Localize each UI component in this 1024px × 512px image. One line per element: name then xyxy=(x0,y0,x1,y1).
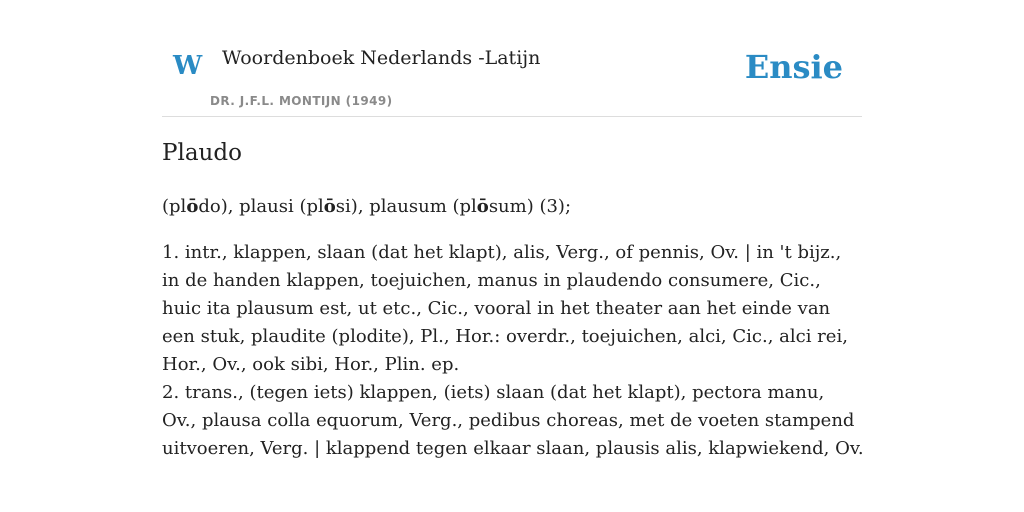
definition-2: 2. trans., (tegen iets) klappen, (iets) slaan (dat het klapt), pectora manu, Ov., plausa colla equorum, Verg., pedibus choreas, met de voeten stampend uitvoeren, Verg. | klappend tegen elkaar slaan, plausis alis, klapwiekend, Ov. xyxy=(162,382,864,459)
forms-long-vowel-3: ō xyxy=(476,196,489,217)
dictionary-author: DR. J.F.L. MONTIJN (1949) xyxy=(210,94,393,108)
forms-text-4: sum) (3); xyxy=(488,196,572,217)
forms-text-2: do), plausi (pl xyxy=(198,196,324,217)
dictionary-header xyxy=(162,0,862,117)
dictionary-logo[interactable]: W xyxy=(173,51,203,81)
dictionary-title[interactable]: Woordenboek Nederlands -Latijn xyxy=(222,47,541,69)
entry-forms xyxy=(162,193,571,221)
definition-1: 1. intr., klappen, slaan (dat het klapt), alis, Verg., of pennis, Ov. | in 't bijz., in de handen klappen, toejuichen, manus in plaudendo consumere, Cic., huic ita plausum est, ut etc., Cic., vooral in het theater aan het einde van een stuk, plaudite (plodite), Pl., Hor.: overdr., toejuichen, alci, Cic., alci rei, Hor., Ov., ook sibi, Hor., Plin. ep. xyxy=(162,242,848,375)
entry-title: Plaudo xyxy=(162,140,242,166)
forms-long-vowel-2: ō xyxy=(323,196,336,217)
page xyxy=(162,0,864,459)
forms-text-3: si), plausum (pl xyxy=(335,196,477,217)
forms-long-vowel-1: ō xyxy=(186,196,199,217)
forms-text-1: (pl xyxy=(162,196,187,217)
entry-definitions xyxy=(162,239,864,463)
ensie-logo[interactable]: Ensie xyxy=(744,48,843,86)
